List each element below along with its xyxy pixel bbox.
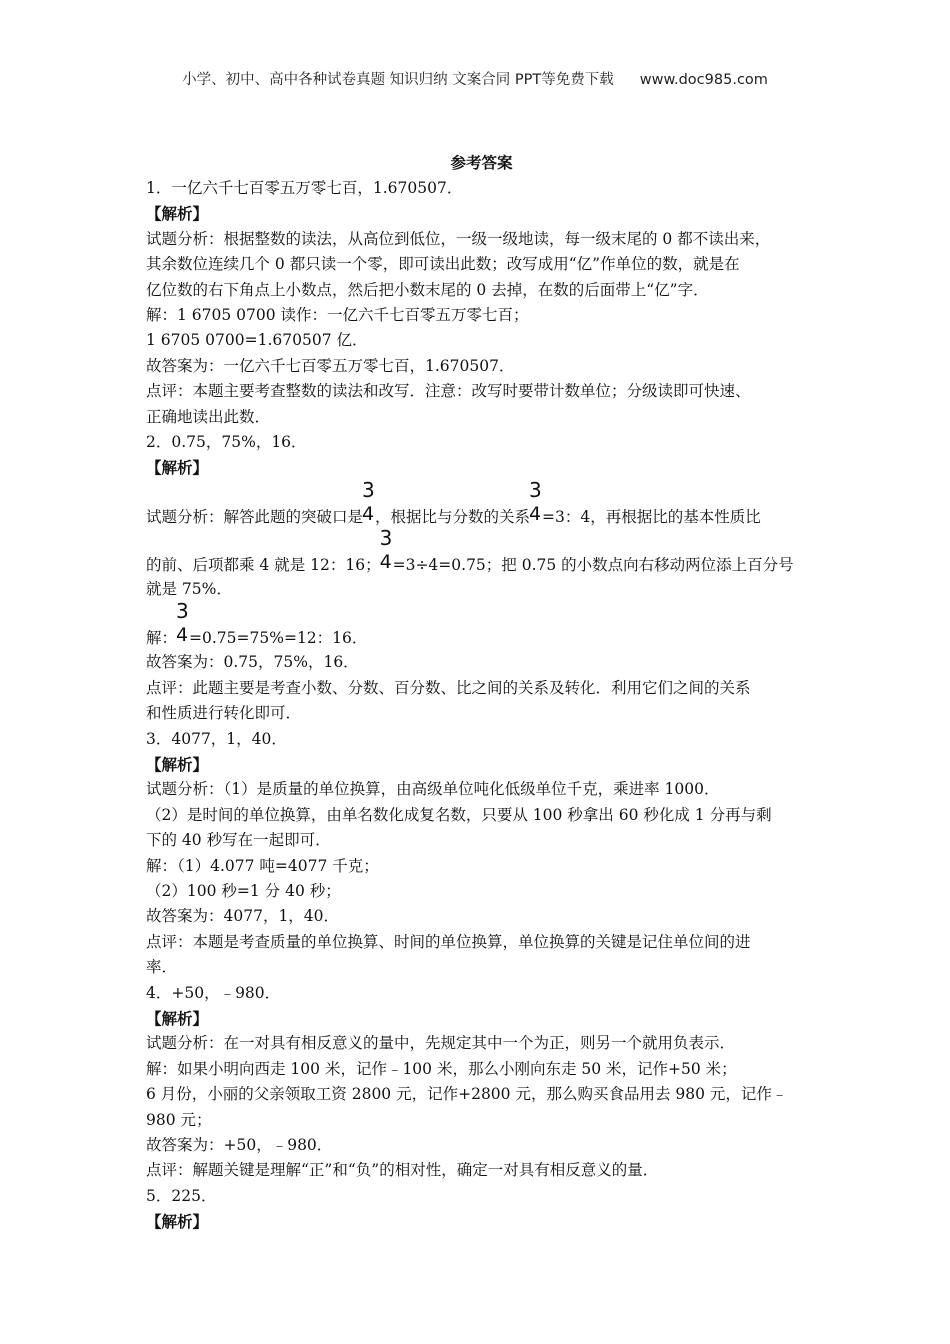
q3-solution-line: （2）100 秒=1 分 40 秒；	[146, 881, 341, 900]
fraction-numerator: 3	[362, 477, 375, 502]
q4-comment-line: 点评：解题关键是理解“正”和“负”的相对性，确定一对具有相反意义的量．	[146, 1161, 659, 1180]
fraction-numerator: 3	[379, 525, 393, 550]
q2-analysis-label: 【解析】	[146, 458, 209, 478]
fraction-three-quarters	[379, 525, 393, 573]
fraction-three-quarters	[529, 477, 542, 525]
q1-final-answer: 故答案为：一亿六千七百零五万零七百，1.670507．	[146, 356, 515, 375]
q2-comment-line: 点评：此题主要是考查小数、分数、百分数、比之间的关系及转化．利用它们之间的关系	[146, 678, 751, 697]
q2-analysis-line-2	[146, 525, 811, 577]
q5-answer: 5．225．	[146, 1186, 217, 1205]
fraction-denominator: 4	[379, 550, 392, 573]
q3-comment-line: 率．	[146, 958, 178, 977]
page-title: 参考答案	[450, 153, 513, 172]
q2-solution-text: =0.75=75%=12：16．	[189, 629, 368, 648]
q4-analysis-line: 试题分析：在一对具有相反意义的量中，先规定其中一个为正，则另一个就用负表示．	[146, 1034, 736, 1053]
q2-analysis-line-3: 就是 75%．	[146, 579, 232, 598]
q1-answer: 1．一亿六千七百零五万零七百，1.670507．	[146, 179, 463, 197]
fraction-three-quarters	[362, 477, 375, 525]
fraction-numerator: 3	[176, 599, 189, 624]
q4-solution-line: 解：如果小明向西走 100 米，记作﹣100 米，那么小刚向东走 50 米，记作+50 米；	[146, 1059, 737, 1078]
q2-solution-text: 解：	[146, 629, 178, 648]
fraction-denominator: 4	[529, 502, 542, 525]
q5-analysis-label: 【解析】	[146, 1212, 209, 1232]
q3-analysis-line: 试题分析：（1）是质量的单位换算，由高级单位吨化低级单位千克，乘进率 1000．	[146, 780, 720, 799]
q1-analysis-line: 试题分析：根据整数的读法，从高位到低位，一级一级地读，每一级末尾的 0 都不读出来，	[146, 229, 771, 248]
q1-comment-line: 正确地读出此数．	[146, 407, 271, 426]
q3-analysis-label: 【解析】	[146, 754, 209, 774]
q2-analysis-line-1	[146, 477, 811, 529]
q3-solution-line: 解：（1）4.077 吨=4077 千克；	[146, 856, 379, 875]
page-header	[0, 68, 950, 89]
q1-analysis-line: 其余数位连续几个 0 都只读一个零，即可读出此数；改写成用“亿”作单位的数，就是在	[146, 255, 740, 274]
q3-answer: 3．4077，1，40．	[146, 729, 287, 748]
q4-solution-line: 6 月份，小丽的父亲领取工资 2800 元，记作+2800 元，那么购买食品用去 980 元，记作﹣	[146, 1085, 788, 1104]
q1-analysis-line: 亿位数的右下角点上小数点，然后把小数末尾的 0 去掉，在数的后面带上“亿”字．	[146, 280, 709, 299]
header-site-link[interactable]: www.doc985.com	[639, 72, 768, 88]
fraction-numerator: 3	[529, 477, 542, 502]
q3-final-answer: 故答案为：4077，1，40．	[146, 907, 340, 926]
q2-answer: 2．0.75，75%，16．	[146, 433, 307, 452]
q4-analysis-label: 【解析】	[146, 1008, 209, 1028]
q2-analysis-text: =3：4，再根据比的基本性质比	[542, 507, 761, 526]
fraction-denominator: 4	[176, 624, 189, 647]
q1-analysis-label: 【解析】	[146, 204, 209, 224]
q4-answer: 4．+50，﹣980．	[146, 983, 281, 1002]
q2-analysis-text: ，根据比与分数的关系	[375, 507, 531, 526]
q3-analysis-line: 下的 40 秒写在一起即可．	[146, 831, 331, 850]
q2-analysis-text: =3÷4=0.75；把 0.75 的小数点向右移动两位添上百分号	[392, 555, 794, 574]
q1-solution-line: 解：1 6705 0700 读作：一亿六千七百零五万零七百；	[146, 306, 529, 325]
q3-analysis-line: （2）是时间的单位换算，由单名数化成复名数，只要从 100 秒拿出 60 秒化成 1 分再与剩	[146, 805, 772, 824]
header-text: 小学、初中、高中各种试卷真题 知识归纳 文案合同 PPT等免费下载	[182, 72, 614, 88]
q1-solution-line: 1 6705 0700=1.670507 亿．	[146, 331, 368, 350]
q4-solution-line: 980 元；	[146, 1110, 212, 1129]
q1-comment-line: 点评：本题主要考查整数的读法和改写．注意：改写时要带计数单位；分级读即可快速、	[146, 382, 751, 401]
q2-analysis-text: 的前、后项都乘 4 就是 12：16；	[146, 555, 381, 574]
q3-comment-line: 点评：本题是考查质量的单位换算、时间的单位换算，单位换算的关键是记住单位间的进	[146, 932, 751, 951]
q2-solution-line	[146, 599, 811, 650]
fraction-denominator: 4	[362, 502, 375, 525]
q4-final-answer: 故答案为：+50，﹣980．	[146, 1136, 333, 1154]
answer-document	[146, 150, 811, 1235]
q2-final-answer: 故答案为：0.75，75%，16．	[146, 653, 359, 672]
fraction-three-quarters	[176, 599, 189, 647]
q2-comment-line: 和性质进行转化即可．	[146, 704, 302, 723]
q2-analysis-text: 试题分析：解答此题的突破口是	[146, 507, 364, 526]
